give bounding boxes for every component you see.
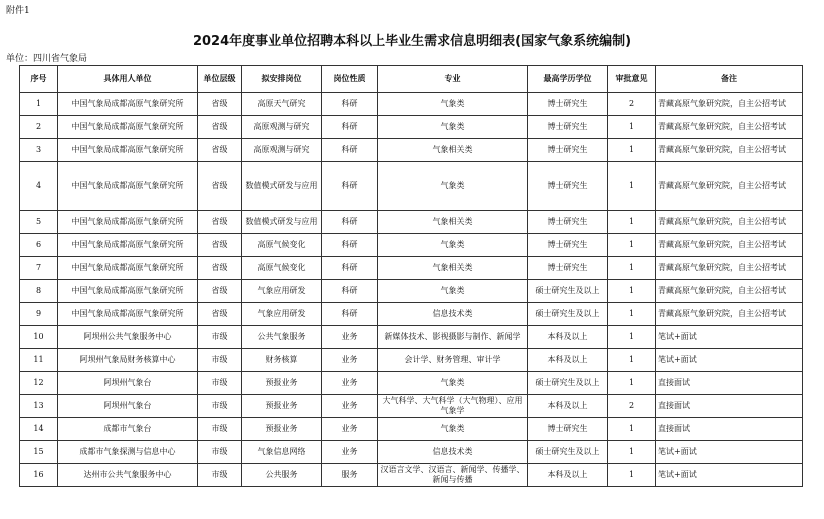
cell-major: 气象类 bbox=[378, 162, 528, 211]
cell-approval: 1 bbox=[608, 464, 656, 487]
cell-level: 省级 bbox=[198, 234, 242, 257]
cell-index: 3 bbox=[20, 139, 58, 162]
cell-remarks: 笔试+面试 bbox=[656, 464, 803, 487]
table-row bbox=[20, 93, 803, 116]
cell-index: 11 bbox=[20, 349, 58, 372]
cell-index: 16 bbox=[20, 464, 58, 487]
cell-employer: 阿坝州公共气象服务中心 bbox=[58, 326, 198, 349]
cell-index: 10 bbox=[20, 326, 58, 349]
cell-index: 14 bbox=[20, 418, 58, 441]
cell-employer: 阿坝州气象局财务核算中心 bbox=[58, 349, 198, 372]
attachment-label: 附件1 bbox=[6, 6, 30, 16]
cell-degree: 博士研究生 bbox=[528, 257, 608, 280]
cell-degree: 博士研究生 bbox=[528, 139, 608, 162]
cell-major: 信息技术类 bbox=[378, 303, 528, 326]
header-approval: 审批意见 bbox=[608, 66, 656, 93]
cell-degree: 硕士研究生及以上 bbox=[528, 441, 608, 464]
cell-position: 高原观测与研究 bbox=[242, 139, 322, 162]
header-position: 拟安排岗位 bbox=[242, 66, 322, 93]
cell-nature: 科研 bbox=[322, 280, 378, 303]
cell-nature: 科研 bbox=[322, 303, 378, 326]
cell-employer: 阿坝州气象台 bbox=[58, 372, 198, 395]
cell-major: 气象类 bbox=[378, 93, 528, 116]
cell-level: 省级 bbox=[198, 162, 242, 211]
cell-nature: 科研 bbox=[322, 139, 378, 162]
unit-label: 单位：四川省气象局 bbox=[6, 54, 88, 64]
cell-nature: 科研 bbox=[322, 234, 378, 257]
cell-remarks: 笔试+面试 bbox=[656, 441, 803, 464]
table-row bbox=[20, 162, 803, 211]
cell-remarks: 笔试+面试 bbox=[656, 349, 803, 372]
cell-employer: 中国气象局成都高原气象研究所 bbox=[58, 93, 198, 116]
table-header-row bbox=[20, 66, 803, 93]
cell-employer: 中国气象局成都高原气象研究所 bbox=[58, 257, 198, 280]
cell-nature: 业务 bbox=[322, 326, 378, 349]
cell-position: 气象应用研发 bbox=[242, 280, 322, 303]
cell-degree: 硕士研究生及以上 bbox=[528, 303, 608, 326]
table-row bbox=[20, 349, 803, 372]
cell-employer: 中国气象局成都高原气象研究所 bbox=[58, 280, 198, 303]
cell-approval: 1 bbox=[608, 372, 656, 395]
cell-major: 大气科学、大气科学（大气物理）、应用气象学 bbox=[378, 395, 528, 418]
cell-level: 市级 bbox=[198, 372, 242, 395]
cell-degree: 本科及以上 bbox=[528, 326, 608, 349]
cell-remarks: 青藏高原气象研究院，自主公招考试 bbox=[656, 162, 803, 211]
cell-approval: 1 bbox=[608, 303, 656, 326]
table-row bbox=[20, 116, 803, 139]
cell-degree: 博士研究生 bbox=[528, 162, 608, 211]
cell-level: 省级 bbox=[198, 257, 242, 280]
cell-degree: 博士研究生 bbox=[528, 116, 608, 139]
cell-approval: 1 bbox=[608, 234, 656, 257]
cell-degree: 硕士研究生及以上 bbox=[528, 280, 608, 303]
cell-nature: 业务 bbox=[322, 418, 378, 441]
cell-level: 市级 bbox=[198, 441, 242, 464]
cell-level: 市级 bbox=[198, 326, 242, 349]
cell-index: 1 bbox=[20, 93, 58, 116]
cell-index: 13 bbox=[20, 395, 58, 418]
cell-nature: 服务 bbox=[322, 464, 378, 487]
cell-employer: 中国气象局成都高原气象研究所 bbox=[58, 139, 198, 162]
cell-level: 省级 bbox=[198, 303, 242, 326]
cell-nature: 科研 bbox=[322, 162, 378, 211]
cell-degree: 博士研究生 bbox=[528, 418, 608, 441]
header-index: 序号 bbox=[20, 66, 58, 93]
cell-position: 数值模式研发与应用 bbox=[242, 162, 322, 211]
cell-employer: 中国气象局成都高原气象研究所 bbox=[58, 162, 198, 211]
cell-index: 2 bbox=[20, 116, 58, 139]
cell-degree: 硕士研究生及以上 bbox=[528, 372, 608, 395]
cell-remarks: 笔试+面试 bbox=[656, 326, 803, 349]
header-remarks: 备注 bbox=[656, 66, 803, 93]
cell-level: 市级 bbox=[198, 349, 242, 372]
cell-major: 气象相关类 bbox=[378, 139, 528, 162]
cell-position: 数值模式研发与应用 bbox=[242, 211, 322, 234]
cell-remarks: 青藏高原气象研究院，自主公招考试 bbox=[656, 257, 803, 280]
header-nature: 岗位性质 bbox=[322, 66, 378, 93]
cell-approval: 1 bbox=[608, 116, 656, 139]
cell-nature: 科研 bbox=[322, 211, 378, 234]
table-row bbox=[20, 280, 803, 303]
cell-position: 预报业务 bbox=[242, 372, 322, 395]
cell-approval: 1 bbox=[608, 211, 656, 234]
cell-employer: 成都市气象探测与信息中心 bbox=[58, 441, 198, 464]
cell-level: 市级 bbox=[198, 418, 242, 441]
cell-major: 新媒体技术、影视摄影与制作、新闻学 bbox=[378, 326, 528, 349]
cell-employer: 达州市公共气象服务中心 bbox=[58, 464, 198, 487]
cell-approval: 1 bbox=[608, 257, 656, 280]
cell-major: 气象类 bbox=[378, 418, 528, 441]
cell-position: 财务核算 bbox=[242, 349, 322, 372]
cell-position: 气象应用研发 bbox=[242, 303, 322, 326]
header-employer: 具体用人单位 bbox=[58, 66, 198, 93]
cell-level: 省级 bbox=[198, 211, 242, 234]
cell-level: 省级 bbox=[198, 139, 242, 162]
cell-nature: 科研 bbox=[322, 93, 378, 116]
cell-remarks: 青藏高原气象研究院，自主公招考试 bbox=[656, 116, 803, 139]
table-row bbox=[20, 441, 803, 464]
cell-degree: 博士研究生 bbox=[528, 211, 608, 234]
page-title: 2024年度事业单位招聘本科以上毕业生需求信息明细表(国家气象系统编制) bbox=[192, 34, 632, 49]
cell-position: 公共服务 bbox=[242, 464, 322, 487]
cell-major: 气象类 bbox=[378, 280, 528, 303]
cell-employer: 阿坝州气象台 bbox=[58, 395, 198, 418]
cell-degree: 博士研究生 bbox=[528, 93, 608, 116]
table-row bbox=[20, 372, 803, 395]
cell-remarks: 青藏高原气象研究院，自主公招考试 bbox=[656, 234, 803, 257]
cell-nature: 业务 bbox=[322, 395, 378, 418]
cell-nature: 业务 bbox=[322, 372, 378, 395]
cell-degree: 本科及以上 bbox=[528, 349, 608, 372]
cell-position: 预报业务 bbox=[242, 395, 322, 418]
cell-approval: 1 bbox=[608, 441, 656, 464]
table-row bbox=[20, 257, 803, 280]
cell-position: 高原气候变化 bbox=[242, 234, 322, 257]
cell-position: 公共气象服务 bbox=[242, 326, 322, 349]
cell-major: 气象类 bbox=[378, 372, 528, 395]
cell-index: 7 bbox=[20, 257, 58, 280]
cell-remarks: 青藏高原气象研究院，自主公招考试 bbox=[656, 280, 803, 303]
cell-employer: 中国气象局成都高原气象研究所 bbox=[58, 116, 198, 139]
cell-index: 4 bbox=[20, 162, 58, 211]
cell-major: 信息技术类 bbox=[378, 441, 528, 464]
cell-remarks: 直接面试 bbox=[656, 418, 803, 441]
cell-remarks: 直接面试 bbox=[656, 395, 803, 418]
cell-approval: 1 bbox=[608, 349, 656, 372]
cell-major: 气象相关类 bbox=[378, 257, 528, 280]
cell-position: 预报业务 bbox=[242, 418, 322, 441]
table-row bbox=[20, 303, 803, 326]
cell-level: 省级 bbox=[198, 116, 242, 139]
cell-level: 省级 bbox=[198, 280, 242, 303]
cell-nature: 业务 bbox=[322, 349, 378, 372]
cell-index: 5 bbox=[20, 211, 58, 234]
cell-degree: 本科及以上 bbox=[528, 395, 608, 418]
cell-employer: 中国气象局成都高原气象研究所 bbox=[58, 211, 198, 234]
cell-approval: 1 bbox=[608, 162, 656, 211]
cell-level: 省级 bbox=[198, 93, 242, 116]
cell-level: 市级 bbox=[198, 464, 242, 487]
cell-position: 高原观测与研究 bbox=[242, 116, 322, 139]
table-row bbox=[20, 418, 803, 441]
recruitment-table bbox=[19, 65, 803, 487]
cell-nature: 科研 bbox=[322, 116, 378, 139]
cell-approval: 1 bbox=[608, 418, 656, 441]
cell-approval: 1 bbox=[608, 280, 656, 303]
cell-degree: 本科及以上 bbox=[528, 464, 608, 487]
cell-major: 汉语言文学、汉语言、新闻学、传播学、新闻与传播 bbox=[378, 464, 528, 487]
cell-approval: 1 bbox=[608, 139, 656, 162]
cell-major: 气象相关类 bbox=[378, 211, 528, 234]
cell-degree: 博士研究生 bbox=[528, 234, 608, 257]
cell-remarks: 青藏高原气象研究院，自主公招考试 bbox=[656, 139, 803, 162]
cell-remarks: 青藏高原气象研究院，自主公招考试 bbox=[656, 93, 803, 116]
cell-major: 会计学、财务管理、审计学 bbox=[378, 349, 528, 372]
cell-remarks: 青藏高原气象研究院，自主公招考试 bbox=[656, 303, 803, 326]
cell-level: 市级 bbox=[198, 395, 242, 418]
header-major: 专业 bbox=[378, 66, 528, 93]
cell-approval: 1 bbox=[608, 326, 656, 349]
cell-approval: 2 bbox=[608, 93, 656, 116]
cell-nature: 科研 bbox=[322, 257, 378, 280]
cell-index: 12 bbox=[20, 372, 58, 395]
cell-approval: 2 bbox=[608, 395, 656, 418]
cell-nature: 业务 bbox=[322, 441, 378, 464]
table-row bbox=[20, 139, 803, 162]
cell-position: 高原天气研究 bbox=[242, 93, 322, 116]
cell-index: 8 bbox=[20, 280, 58, 303]
table-row bbox=[20, 234, 803, 257]
cell-major: 气象类 bbox=[378, 234, 528, 257]
cell-index: 6 bbox=[20, 234, 58, 257]
cell-employer: 中国气象局成都高原气象研究所 bbox=[58, 303, 198, 326]
cell-remarks: 青藏高原气象研究院，自主公招考试 bbox=[656, 211, 803, 234]
table-row bbox=[20, 211, 803, 234]
cell-employer: 成都市气象台 bbox=[58, 418, 198, 441]
table-row bbox=[20, 326, 803, 349]
cell-index: 9 bbox=[20, 303, 58, 326]
cell-index: 15 bbox=[20, 441, 58, 464]
header-degree: 最高学历学位 bbox=[528, 66, 608, 93]
cell-position: 高原气候变化 bbox=[242, 257, 322, 280]
header-level: 单位层级 bbox=[198, 66, 242, 93]
cell-major: 气象类 bbox=[378, 116, 528, 139]
table-row bbox=[20, 395, 803, 418]
table-row bbox=[20, 464, 803, 487]
cell-remarks: 直接面试 bbox=[656, 372, 803, 395]
cell-employer: 中国气象局成都高原气象研究所 bbox=[58, 234, 198, 257]
cell-position: 气象信息网络 bbox=[242, 441, 322, 464]
